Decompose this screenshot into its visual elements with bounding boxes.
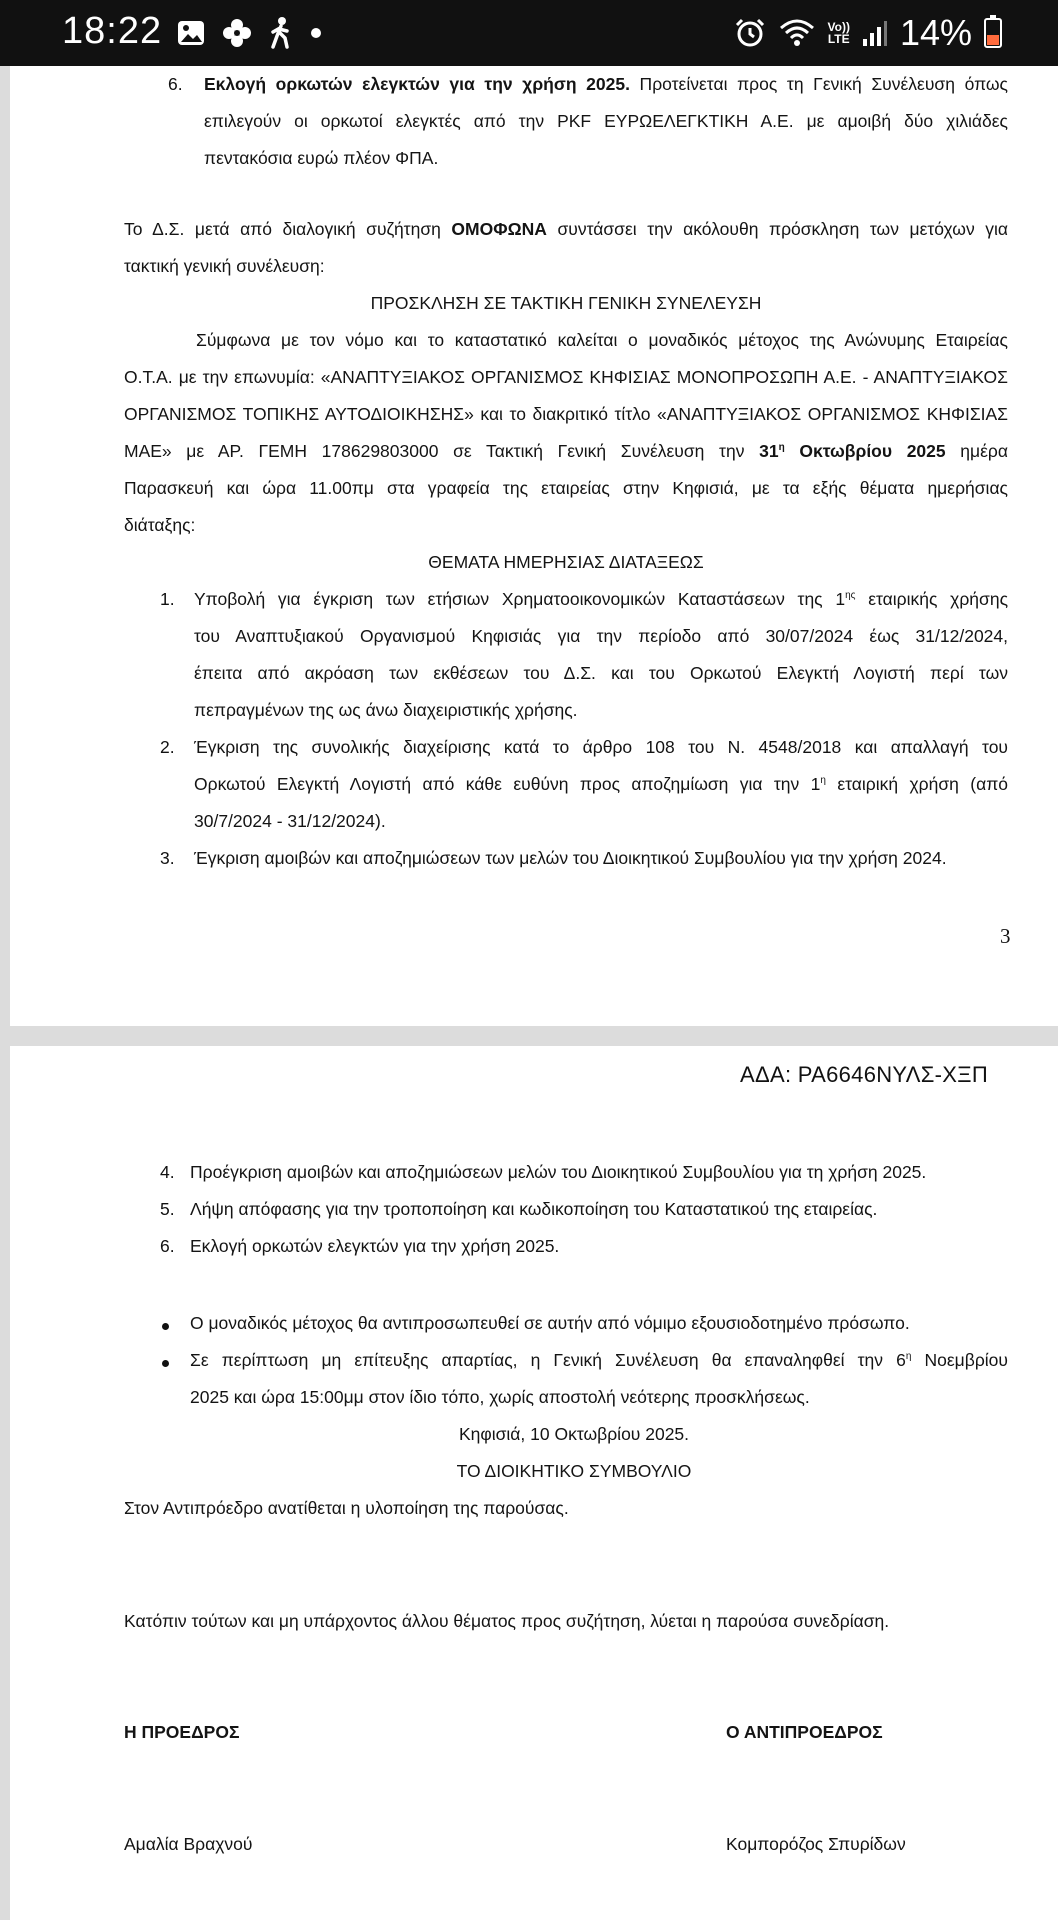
item-6-number: 6. (168, 74, 183, 94)
invitation-line-2: Ο.Τ.Α. με την επωνυμία: «ΑΝΑΠΤΥΞΙΑΚΟΣ ΟΡΓΑΝΙΣΜΟΣ ΚΗΦΙΣΙΑΣ ΜΟΝΟΠΡΟΣΩΠΗ Α.Ε. - ΑΝΑΠΤΥΞΙΑΚΟΣ (124, 367, 1008, 387)
agenda-item-1-line-2: του Αναπτυξιακού Οργανισμού Κηφισιάς για την περίοδο από 30/07/2024 έως 31/12/2024, (194, 626, 1008, 646)
meeting-month-year: Οκτωβρίου 2025 (784, 441, 946, 461)
agenda-item-1-line-4: πεπραγμένων της ως άνω διαχειριστικής χρήσης. (194, 700, 578, 720)
board-decision-unanimous: ΟΜΟΦΩΝΑ (451, 219, 547, 239)
invitation-line-4-pre: ΜΑΕ» με ΑΡ. ΓΕΜΗ 178629803000 σε Τακτική Γενική Συνέλευση την (124, 441, 760, 461)
agenda-item-3-line-1: Έγκριση αμοιβών και αποζημιώσεων των μελών του Διοικητικού Συμβουλίου για την χρήση 2024. (194, 848, 947, 868)
item-6-line-1-rest: Προτείνεται προς τη Γενική Συνέλευση όπως (629, 74, 1008, 94)
bullet-2-dot (162, 1360, 169, 1367)
document-page-3[interactable] (10, 66, 1058, 1026)
agenda-item-2-line-1: Έγκριση της συνολικής διαχείρισης κατά το άρθρο 108 του Ν. 4548/2018 και απαλλαγή του (194, 737, 1008, 757)
agenda-item-1-sup: ης (845, 590, 856, 602)
item-6-line-1 (204, 66, 1008, 103)
volte-top: Vo)) (827, 20, 850, 34)
dot-icon (308, 25, 324, 41)
closing-statement: Κατόπιν τούτων και μη υπάρχοντος άλλου θέματος προς συζήτηση, λύεται η παρούσα συνεδρίαση. (124, 1611, 890, 1631)
agenda-item-1-post: εταιρικής χρήσης (855, 589, 1009, 609)
invitation-line-4-post: ημέρα (945, 441, 1008, 461)
agenda-item-2-line-2 (194, 766, 1008, 803)
alarm-icon (734, 17, 766, 49)
agenda-item-4-number: 4. (160, 1162, 175, 1182)
agenda-item-6-text: Εκλογή ορκωτών ελεγκτών για την χρήση 2025. (190, 1236, 560, 1256)
agenda-item-4-text: Προέγκριση αμοιβών και αποζημιώσεων μελών του Διοικητικού Συμβουλίου για τη χρήση 2025. (190, 1162, 927, 1182)
invitation-line-6: διάταξης: (124, 515, 196, 535)
agenda-item-6-number: 6. (160, 1236, 175, 1256)
agenda-item-2-sup: η (820, 775, 826, 787)
bullet-2-sup: η (905, 1351, 912, 1363)
board-signature-title: ΤΟ ΔΙΟΙΚΗΤΙΚΟ ΣΥΜΒΟΥΛΙΟ (456, 1461, 692, 1481)
pinwheel-icon (220, 16, 254, 50)
item-6-title: Εκλογή ορκωτών ελεγκτών για την χρήση 2025. (204, 74, 630, 94)
invitation-line-4 (124, 433, 1008, 470)
bullet-2-pre: Σε περίπτωση μη επίτευξης απαρτίας, η Γενική Συνέλευση θα επαναληφθεί την 6 (190, 1350, 906, 1370)
board-decision-post: συντάσσει την ακόλουθη πρόσκληση των μετόχων για (546, 219, 1008, 239)
board-decision-line-1 (124, 211, 1008, 248)
wifi-icon (778, 17, 816, 49)
board-decision-pre: Το Δ.Σ. μετά από διαλογική συζήτηση (124, 219, 452, 239)
agenda-item-1-line-1 (194, 581, 1008, 618)
board-decision-line-2: τακτική γενική συνέλευση: (124, 256, 325, 276)
bullet-1-text: Ο μοναδικός μέτοχος θα αντιπροσωπευθεί σε αυτήν από νόμιμο εξουσιοδοτημένο πρόσωπο. (190, 1313, 910, 1333)
agenda-item-3-number: 3. (160, 848, 175, 868)
agenda-item-1-line-3: έπειτα από ακρόαση των εκθέσεων του Δ.Σ. και του Ορκωτού Ελεγκτή Λογιστή περί των (194, 663, 1008, 683)
status-bar (0, 0, 1058, 66)
bullet-1-dot (162, 1323, 169, 1330)
ada-code: ΑΔΑ: ΡΑ6646ΝΥΛΣ-ΧΞΠ (740, 1062, 989, 1087)
agenda-item-2-post: εταιρική χρήση (από (825, 774, 1009, 794)
agenda-item-2-line-3: 30/7/2024 - 31/12/2024). (194, 811, 386, 831)
signal-icon (862, 19, 888, 47)
place-date: Κηφισιά, 10 Οκτωβρίου 2025. (458, 1424, 690, 1444)
invitation-line-3: ΟΡΓΑΝΙΣΜΟΣ ΤΟΠΙΚΗΣ ΑΥΤΟΔΙΟΙΚΗΣΗΣ» και το διακριτικό τίτλο «ΑΝΑΠΤΥΞΙΑΚΟΣ ΟΡΓΑΝΙΣΜΟΣ ΚΗΦΙΣΙΑΣ (124, 404, 1008, 424)
battery-icon (984, 18, 1002, 48)
bullet-2-line-1 (190, 1342, 1008, 1379)
agenda-item-1-pre: Υποβολή για έγκριση των ετήσιων Χρηματοοικονομικών Καταστάσεων της 1 (194, 589, 846, 609)
vice-president-assignment: Στον Αντιπρόεδρο ανατίθεται η υλοποίηση της παρούσας. (124, 1498, 569, 1518)
agenda-item-5-text: Λήψη απόφασης για την τροποποίηση και κωδικοποίηση του Καταστατικού της εταιρείας. (190, 1199, 878, 1219)
volte-icon (828, 21, 850, 45)
agenda-item-2-number: 2. (160, 737, 175, 757)
system-icons (734, 12, 1003, 54)
bullet-2-line-2: 2025 και ώρα 15:00μμ στον ίδιο τόπο, χωρίς αποστολή νεότερης προσκλήσεως. (190, 1387, 810, 1407)
document-page-4[interactable] (10, 1046, 1058, 1920)
page-number: 3 (1000, 924, 1011, 948)
notification-icons (176, 16, 324, 50)
invitation-line-1: Σύμφωνα με τον νόμο και το καταστατικό καλείται ο μοναδικός μέτοχος της Ανώνυμης Εταιρείας (196, 330, 1008, 350)
item-6-line-3: πεντακόσια ευρώ πλέον ΦΠΑ. (204, 148, 439, 168)
invitation-line-5: Παρασκευή και ώρα 11.00πμ στα γραφεία της εταιρείας στην Κηφισιά, με τα εξής θέματα ημερήσιας (124, 478, 1008, 498)
walking-icon (268, 16, 294, 50)
agenda-item-5-number: 5. (160, 1199, 175, 1219)
bullet-2-post: Νοεμβρίου (911, 1350, 1008, 1370)
status-time: 18:22 (62, 10, 163, 52)
vice-president-name: Κομπορόζος Σπυρίδων (726, 1834, 906, 1854)
gallery-icon (176, 18, 206, 48)
volte-bottom: LTE (827, 32, 850, 46)
meeting-day-suffix: η (778, 442, 785, 454)
president-name: Αμαλία Βραχνού (124, 1834, 253, 1854)
item-6-line-2: επιλεγούν οι ορκωτοί ελεγκτές από την PKF ΕΥΡΩΕΛΕΓΚΤΙΚΗ Α.Ε. με αμοιβή δύο χιλιάδες (204, 111, 1008, 131)
agenda-title: ΘΕΜΑΤΑ ΗΜΕΡΗΣΙΑΣ ΔΙΑΤΑΞΕΩΣ (428, 552, 704, 572)
meeting-day: 31 (759, 441, 779, 461)
invitation-title: ΠΡΟΣΚΛΗΣΗ ΣΕ ΤΑΚΤΙΚΗ ΓΕΝΙΚΗ ΣΥΝΕΛΕΥΣΗ (370, 293, 762, 313)
agenda-item-2-pre: Ορκωτού Ελεγκτή Λογιστή από κάθε ευθύνη προς αποζημίωση για την 1 (194, 774, 821, 794)
battery-percentage: 14% (899, 12, 972, 53)
president-title: Η ΠΡΟΕΔΡΟΣ (124, 1722, 240, 1742)
agenda-item-1-number: 1. (160, 589, 175, 609)
vice-president-title: Ο ΑΝΤΙΠΡΟΕΔΡΟΣ (726, 1722, 883, 1742)
